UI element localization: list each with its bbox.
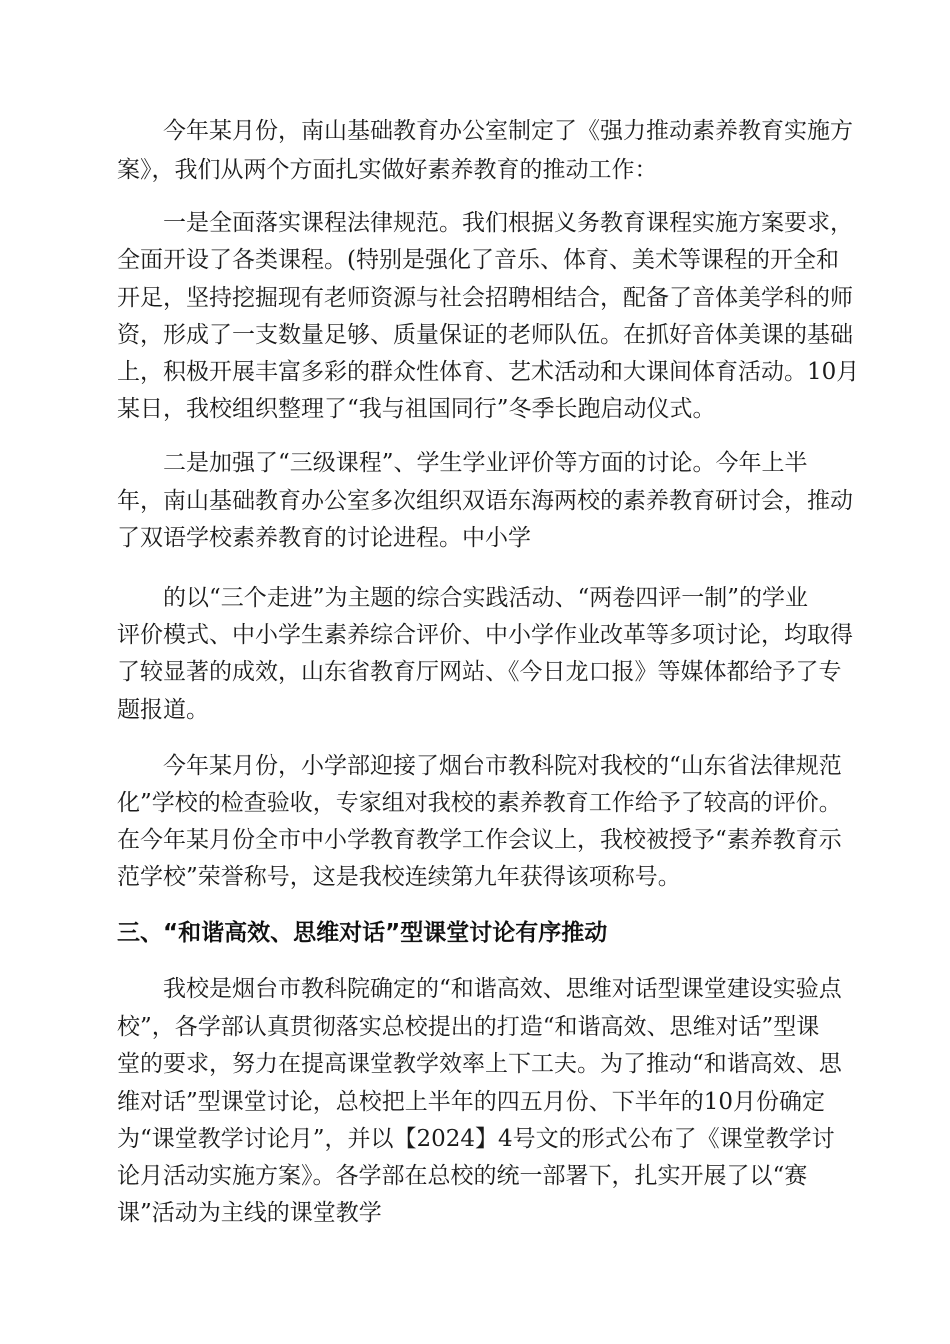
section-heading-3: 三、“和谐高效、思维对话”型课堂讨论有序推动	[117, 920, 608, 946]
paragraph-2-line-5: 上，积极开展丰富多彩的群众性体育、艺术活动和大课间体育活动。10月	[117, 359, 860, 385]
paragraph-3-line-1: 二是加强了“三级课程”、学生学业评价等方面的讨论。今年上半	[163, 450, 808, 476]
paragraph-2-line-3: 开足，坚持挖掘现有老师资源与社会招聘相结合，配备了音体美学科的师	[117, 285, 853, 311]
paragraph-6-line-1: 我校是烟台市教科院确定的“和谐高效、思维对话型课堂建设实验点	[163, 976, 842, 1002]
paragraph-5-line-1: 今年某月份，小学部迎接了烟台市教科院对我校的“山东省法律规范	[163, 753, 842, 779]
paragraph-4-line-2: 评价模式、中小学生素养综合评价、中小学作业改革等多项讨论，均取得	[117, 622, 853, 648]
paragraph-4-line-1: 的以“三个走进”为主题的综合实践活动、“两卷四评一制”的学业	[163, 585, 809, 611]
paragraph-1-line-2: 案》，我们从两个方面扎实做好素养教育的推动工作：	[117, 157, 658, 183]
paragraph-6-line-3: 堂的要求，努力在提高课堂教学效率上下工夫。为了推动“和谐高效、思	[117, 1051, 842, 1077]
paragraph-6-line-4: 维对话”型课堂讨论，总校把上半年的四五月份、下半年的10月份确定	[117, 1089, 826, 1115]
paragraph-5-line-2: 化”学校的检查验收，专家组对我校的素养教育工作给予了较高的评价。	[117, 790, 842, 816]
paragraph-3-line-3: 了双语学校素养教育的讨论进程。中小学	[117, 525, 531, 551]
paragraph-6-line-7: 课”活动为主线的课堂教学	[117, 1200, 382, 1226]
paragraph-5-line-3: 在今年某月份全市中小学教育教学工作会议上，我校被授予“素养教育示	[117, 827, 842, 853]
paragraph-2-line-4: 资，形成了一支数量足够、质量保证的老师队伍。在抓好音体美课的基础	[117, 322, 853, 348]
paragraph-2-line-6: 某日，我校组织整理了“我与祖国同行”冬季长跑启动仪式。	[117, 396, 716, 422]
paragraph-6-line-2: 校”，各学部认真贯彻落实总校提出的打造“和谐高效、思维对话”型课	[117, 1014, 820, 1040]
paragraph-6-line-5: 为“课堂教学讨论月”，并以【2024】4号文的形式公布了《课堂教学讨	[117, 1126, 835, 1152]
paragraph-2-line-2: 全面开设了各类课程。(特别是强化了音乐、体育、美术等课程的开全和	[117, 247, 839, 273]
paragraph-1-line-1: 今年某月份，南山基础教育办公室制定了《强力推动素养教育实施方	[163, 118, 853, 144]
paragraph-6-line-6: 论月活动实施方案》。各学部在总校的统一部署下，扎实开展了以“赛	[117, 1163, 808, 1189]
paragraph-4-line-3: 了较显著的成效，山东省教育厅网站、《今日龙口报》等媒体都给予了专	[117, 659, 842, 685]
paragraph-2-line-1: 一是全面落实课程法律规范。我们根据义务教育课程实施方案要求，	[163, 210, 853, 236]
paragraph-3-line-2: 年，南山基础教育办公室多次组织双语东海两校的素养教育研讨会，推动	[117, 488, 853, 514]
paragraph-5-line-4: 范学校”荣誉称号，这是我校连续第九年获得该项称号。	[117, 864, 681, 890]
paragraph-4-line-4: 题报道。	[117, 697, 209, 723]
